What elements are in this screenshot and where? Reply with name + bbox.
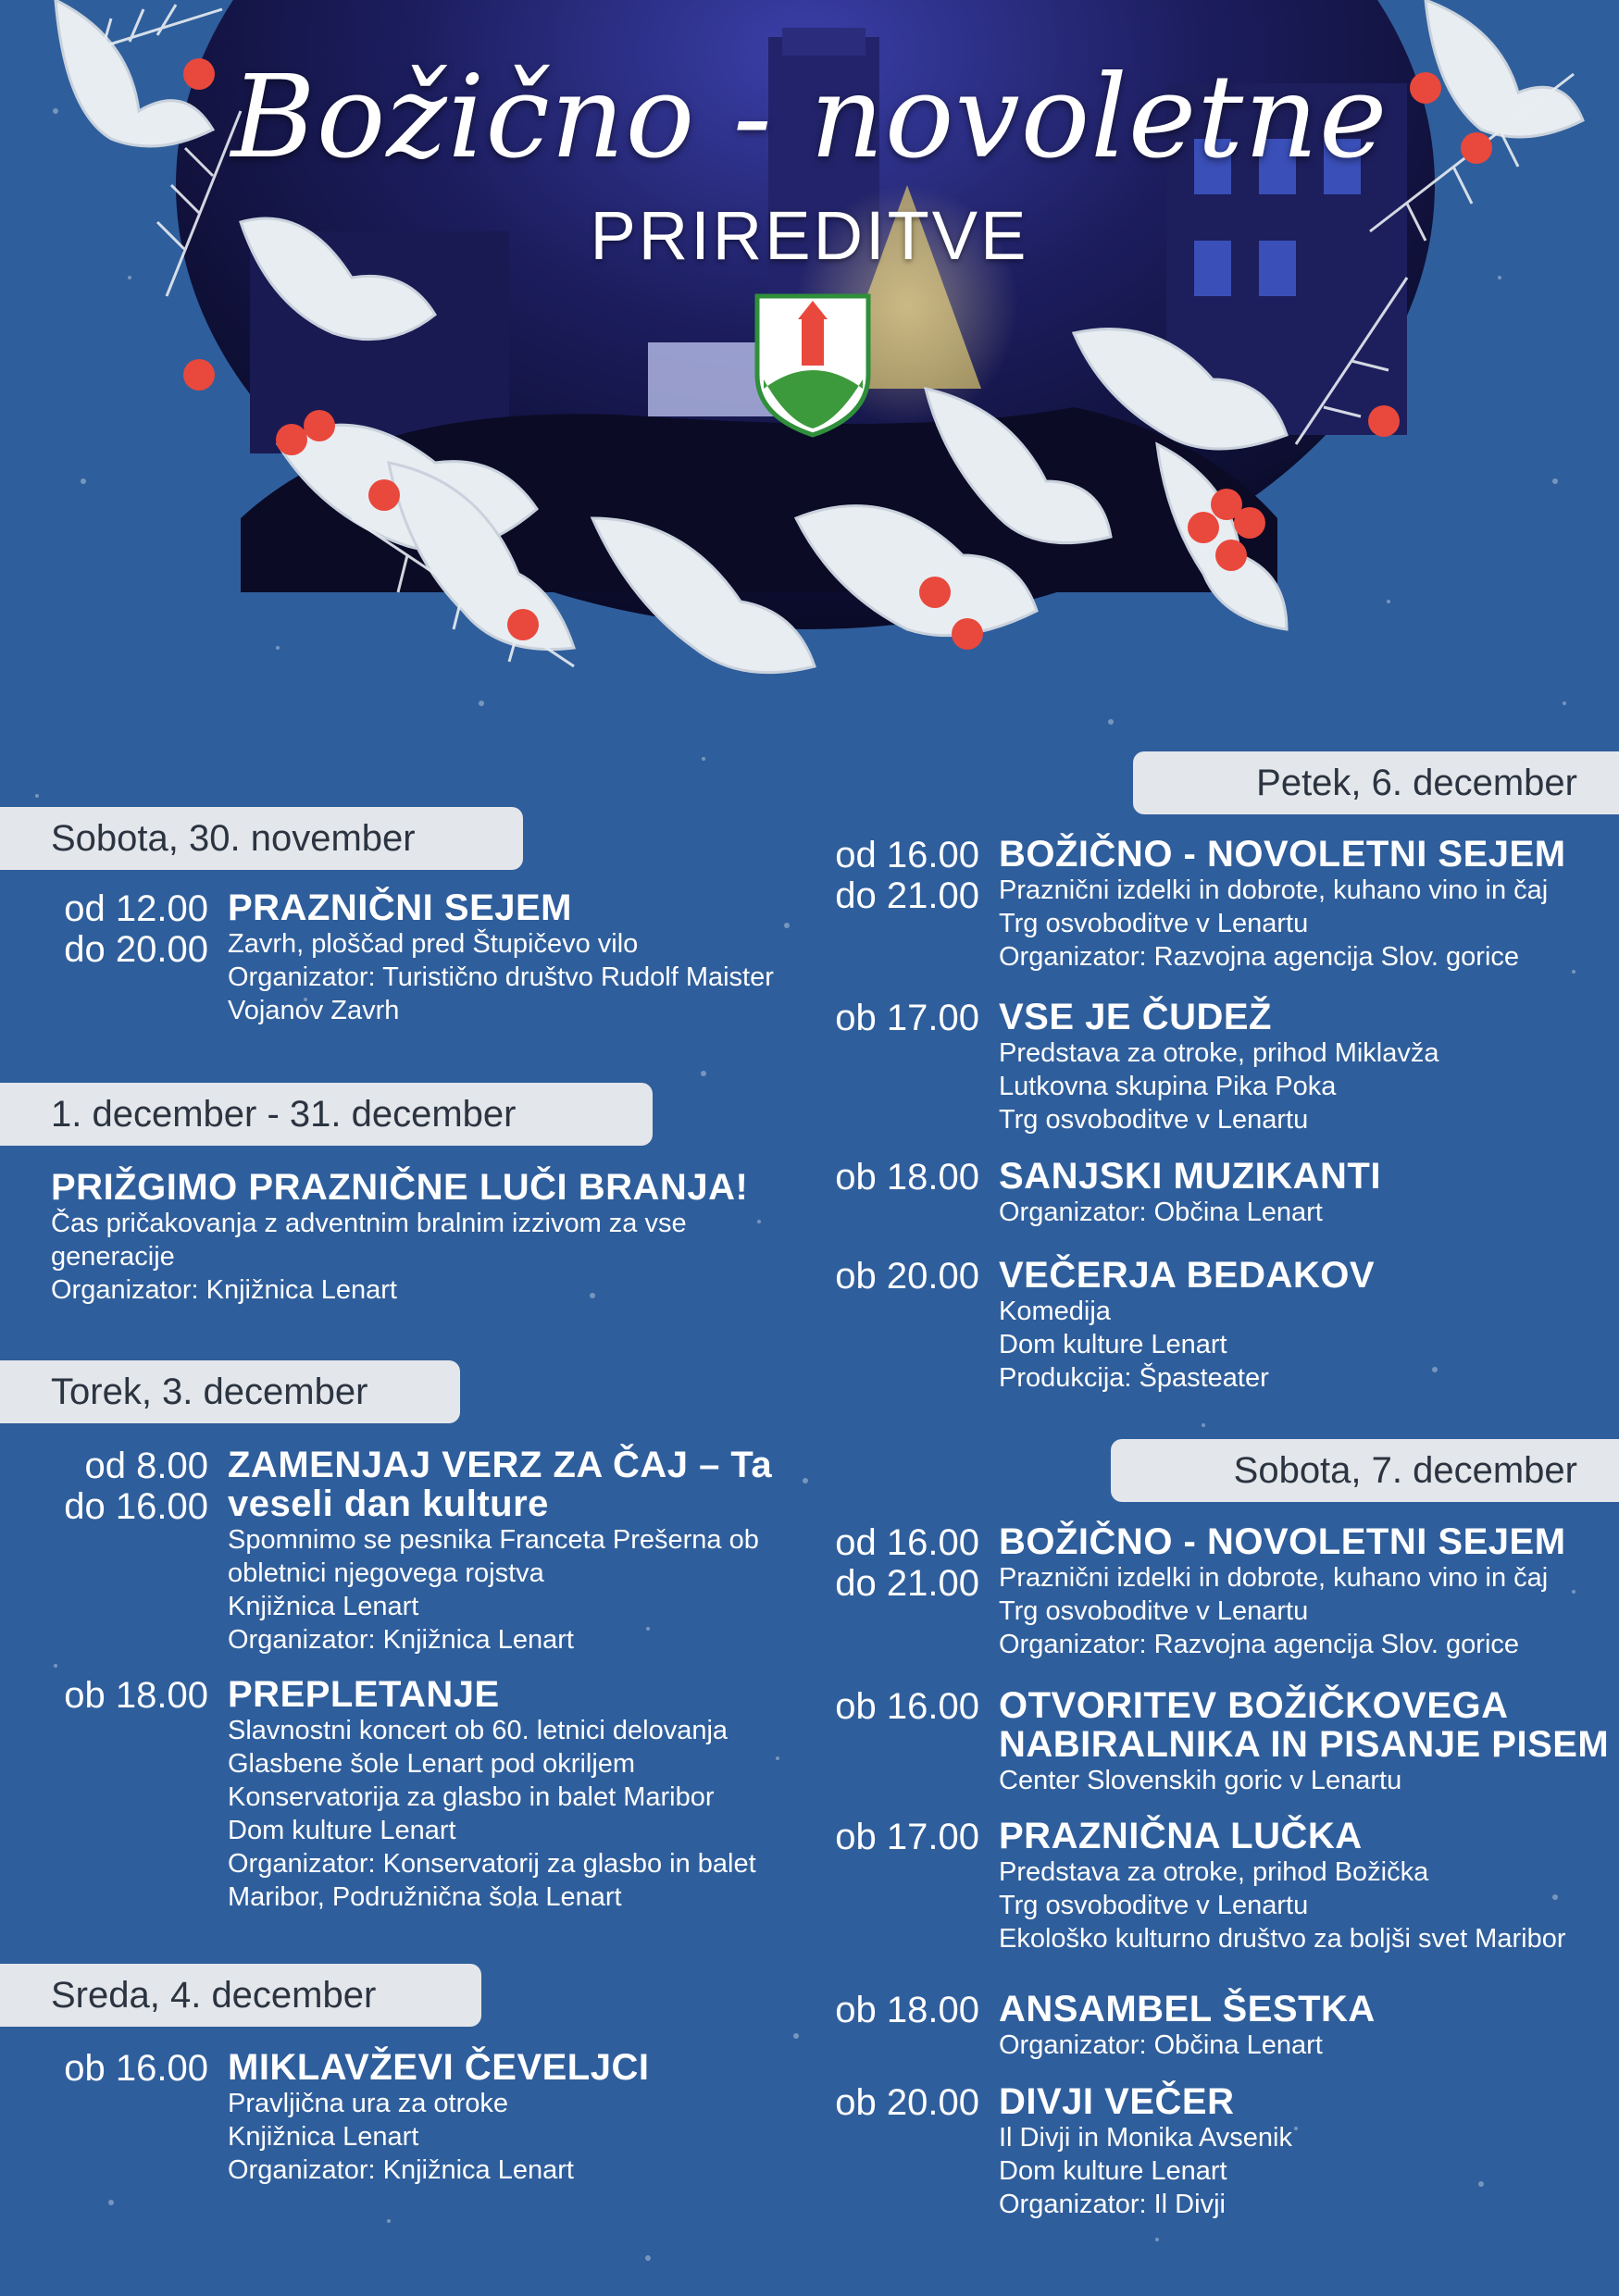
event-detail: Praznični izdelki in dobrote, kuhano vino in čaj — [999, 1563, 1549, 1593]
event-time-start: ob 16.00 — [835, 1686, 979, 1727]
event-time-start: od 16.00 — [835, 1522, 979, 1563]
event-time-start: ob 20.00 — [835, 2082, 979, 2123]
event-detail: Slavnostni koncert ob 60. letnici delovanja — [228, 1716, 729, 1745]
event-title: ANSAMBEL ŠESTKA — [999, 1989, 1376, 2029]
event-detail: Knjižnica Lenart — [228, 2122, 419, 2152]
page-title: Božično - novoletne — [230, 51, 1389, 184]
event-detail: Knjižnica Lenart — [228, 1592, 419, 1621]
event-detail: Organizator: Turistično društvo Rudolf Maister — [228, 962, 774, 992]
event-detail: Organizator: Občina Lenart — [999, 2030, 1323, 2060]
event-detail: Pravljična ura za otroke — [228, 2089, 509, 2118]
event-title: NABIRALNIKA IN PISANJE PISEM — [999, 1724, 1610, 1765]
event-detail: Dom kulture Lenart — [228, 1816, 456, 1845]
event-detail: Trg osvoboditve v Lenartu — [999, 1596, 1309, 1626]
event-detail: Organizator: Knjižnica Lenart — [228, 1625, 574, 1655]
day-header: Petek, 6. december — [1133, 751, 1619, 814]
event-title: VSE JE ČUDEŽ — [999, 997, 1272, 1037]
event-title: DIVJI VEČER — [999, 2081, 1235, 2122]
event-detail: Organizator: Občina Lenart — [999, 1198, 1323, 1227]
event-detail: Vojanov Zavrh — [228, 996, 400, 1025]
event-detail: Trg osvoboditve v Lenartu — [999, 909, 1309, 938]
event-time-end: do 20.00 — [64, 929, 208, 970]
event-detail: Komedija — [999, 1297, 1111, 1326]
event-detail: Glasbene šole Lenart pod okriljem — [228, 1749, 636, 1779]
day-header: 1. december - 31. december — [0, 1083, 653, 1146]
event-title: PRIŽGIMO PRAZNIČNE LUČI BRANJA! — [51, 1167, 749, 1208]
event-title: MIKLAVŽEVI ČEVELJCI — [228, 2047, 650, 2088]
event-title: veseli dan kulture — [228, 1483, 549, 1524]
event-detail: Trg osvoboditve v Lenartu — [999, 1105, 1309, 1135]
event-title: PRAZNIČNA LUČKA — [999, 1816, 1363, 1856]
event-detail: Center Slovenskih goric v Lenartu — [999, 1766, 1402, 1795]
event-detail: Ekološko kulturno društvo za boljši svet Maribor — [999, 1924, 1566, 1954]
event-detail: Spomnimo se pesnika Franceta Prešerna ob — [228, 1525, 759, 1555]
event-detail: Maribor, Podružnična šola Lenart — [228, 1882, 622, 1912]
day-header: Sreda, 4. december — [0, 1964, 481, 2027]
event-time-start: ob 16.00 — [64, 2048, 208, 2089]
event-detail: Zavrh, ploščad pred Štupičevo vilo — [228, 929, 639, 959]
event-title: BOŽIČNO - NOVOLETNI SEJEM — [999, 834, 1566, 875]
event-title: BOŽIČNO - NOVOLETNI SEJEM — [999, 1521, 1566, 1562]
event-detail: generacije — [51, 1242, 175, 1272]
event-time-start: ob 17.00 — [835, 998, 979, 1038]
event-detail: Il Divji in Monika Avsenik — [999, 2123, 1292, 2153]
event-detail: Dom kulture Lenart — [999, 2156, 1227, 2186]
event-detail: Lutkovna skupina Pika Poka — [999, 1072, 1337, 1101]
event-detail: Organizator: Knjižnica Lenart — [228, 2155, 574, 2185]
event-detail: obletnici njegovega rojstva — [228, 1558, 544, 1588]
event-detail: Predstava za otroke, prihod Miklavža — [999, 1038, 1439, 1068]
event-detail: Organizator: Razvojna agencija Slov. gorice — [999, 1630, 1520, 1659]
event-detail: Produkcija: Špasteater — [999, 1363, 1269, 1393]
event-title: PREPLETANJE — [228, 1674, 500, 1715]
event — [51, 1168, 810, 1307]
event-detail: Predstava za otroke, prihod Božička — [999, 1857, 1429, 1887]
event-time-start: ob 20.00 — [835, 1256, 979, 1297]
event-time-start: od 8.00 — [84, 1446, 208, 1486]
event-time-end: do 21.00 — [835, 875, 979, 916]
event-title: ZAMENJAJ VERZ ZA ČAJ – Ta — [228, 1445, 773, 1485]
day-header: Sobota, 7. december — [1111, 1439, 1619, 1502]
event-time-end: do 16.00 — [64, 1486, 208, 1527]
event-detail: Organizator: Il Divji — [999, 2190, 1226, 2219]
event-detail: Organizator: Konservatorij za glasbo in balet — [228, 1849, 756, 1879]
event-time-start: od 16.00 — [835, 835, 979, 875]
event-time-start: ob 18.00 — [64, 1675, 208, 1716]
event-title: OTVORITEV BOŽIČKOVEGA — [999, 1685, 1509, 1726]
event-title: VEČERJA BEDAKOV — [999, 1255, 1376, 1296]
page-subtitle: PRIREDITVE — [590, 197, 1029, 274]
event-time-start: ob 18.00 — [835, 1157, 979, 1198]
event-time-start: ob 18.00 — [835, 1990, 979, 2030]
event-time-start: ob 17.00 — [835, 1817, 979, 1857]
event-detail: Praznični izdelki in dobrote, kuhano vino in čaj — [999, 875, 1549, 905]
event-title: PRAZNIČNI SEJEM — [228, 887, 572, 928]
event-detail: Čas pričakovanja z adventnim bralnim izzivom za vse — [51, 1209, 687, 1238]
event-title: SANJSKI MUZIKANTI — [999, 1156, 1381, 1197]
day-header: Torek, 3. december — [0, 1360, 460, 1423]
day-header: Sobota, 30. november — [0, 807, 523, 870]
event-detail: Dom kulture Lenart — [999, 1330, 1227, 1359]
event-detail: Organizator: Knjižnica Lenart — [51, 1275, 397, 1305]
event-detail: Organizator: Razvojna agencija Slov. gorice — [999, 942, 1520, 972]
event-time-end: do 21.00 — [835, 1563, 979, 1604]
event-time-start: od 12.00 — [64, 888, 208, 929]
event-detail: Konservatorija za glasbo in balet Maribor — [228, 1782, 715, 1812]
event-detail: Trg osvoboditve v Lenartu — [999, 1891, 1309, 1920]
